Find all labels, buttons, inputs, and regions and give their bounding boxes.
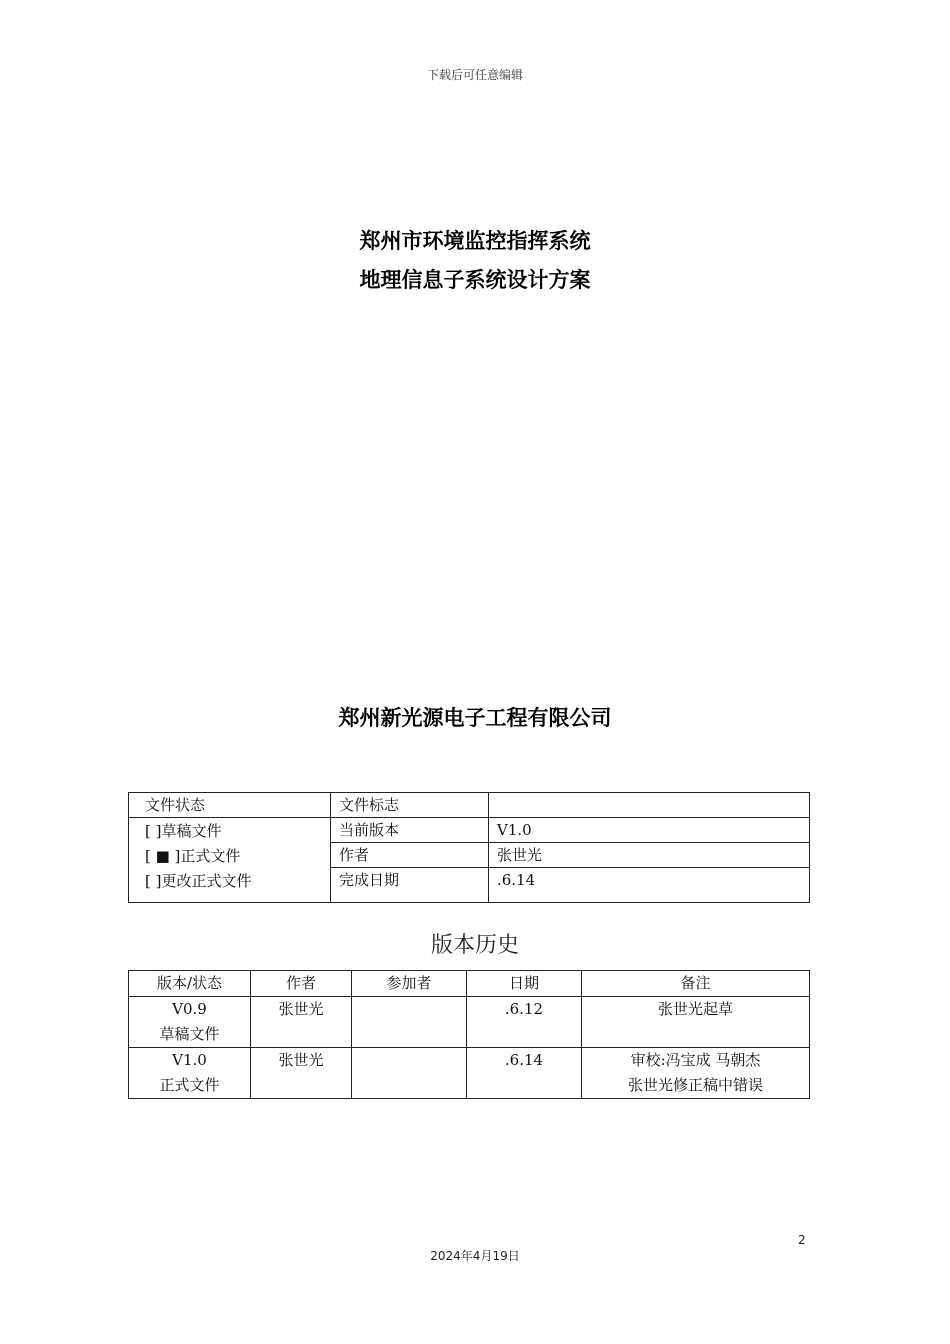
company-name: 郑州新光源电子工程有限公司 — [338, 706, 612, 730]
header-note: 备注 — [582, 971, 810, 997]
version-status-cell — [129, 997, 251, 1048]
current-version-label: 当前版本 — [331, 818, 489, 843]
header-author: 作者 — [251, 971, 352, 997]
page-number: 2 — [798, 1233, 806, 1247]
date-cell: .6.12 — [467, 997, 582, 1048]
completion-date-label: 完成日期 — [331, 868, 489, 903]
status-option-formal: [ ■ ]正式文件 — [145, 847, 241, 865]
note-line: 审校:冯宝成 马朝杰 — [630, 1051, 761, 1069]
header-participants: 参加者 — [352, 971, 467, 997]
status: 草稿文件 — [159, 1025, 220, 1043]
table-row — [129, 793, 810, 818]
status-option-revised: [ ]更改正式文件 — [145, 872, 252, 890]
table-header-row — [129, 971, 810, 997]
header-date: 日期 — [467, 971, 582, 997]
document-title-line1: 郑州市环境监控指挥系统 — [359, 229, 591, 253]
file-status-label: 文件状态 — [129, 793, 331, 818]
participants-cell — [352, 997, 467, 1048]
footer-date: 2024年4月19日 — [430, 1249, 520, 1263]
status-option-draft: [ ]草稿文件 — [145, 822, 222, 840]
version-status-cell — [129, 1048, 251, 1099]
version-history-table — [128, 970, 810, 1099]
document-title-line2: 地理信息子系统设计方案 — [359, 268, 591, 292]
file-mark-label: 文件标志 — [331, 793, 489, 818]
version-history-title: 版本历史 — [430, 933, 519, 958]
participants-cell — [352, 1048, 467, 1099]
note-cell — [582, 997, 810, 1048]
completion-date-value: .6.14 — [489, 868, 810, 903]
note-cell — [582, 1048, 810, 1099]
table-row — [129, 1048, 810, 1099]
note-line: 张世光修正稿中错误 — [627, 1076, 763, 1094]
header-version-status: 版本/状态 — [129, 971, 251, 997]
file-mark-value — [489, 793, 810, 818]
current-version-value: V1.0 — [489, 818, 810, 843]
file-status-options — [129, 818, 331, 903]
status: 正式文件 — [159, 1076, 220, 1094]
version: V0.9 — [172, 1000, 207, 1018]
author-label: 作者 — [331, 843, 489, 868]
date-cell: .6.14 — [467, 1048, 582, 1099]
author-cell: 张世光 — [251, 1048, 352, 1099]
author-cell: 张世光 — [251, 997, 352, 1048]
version: V1.0 — [172, 1051, 207, 1069]
table-row — [129, 818, 810, 843]
table-row — [129, 997, 810, 1048]
file-status-table — [128, 792, 810, 903]
page-header-note: 下载后可任意编辑 — [426, 68, 523, 82]
author-value: 张世光 — [489, 843, 810, 868]
note-line: 张世光起草 — [657, 1000, 733, 1018]
